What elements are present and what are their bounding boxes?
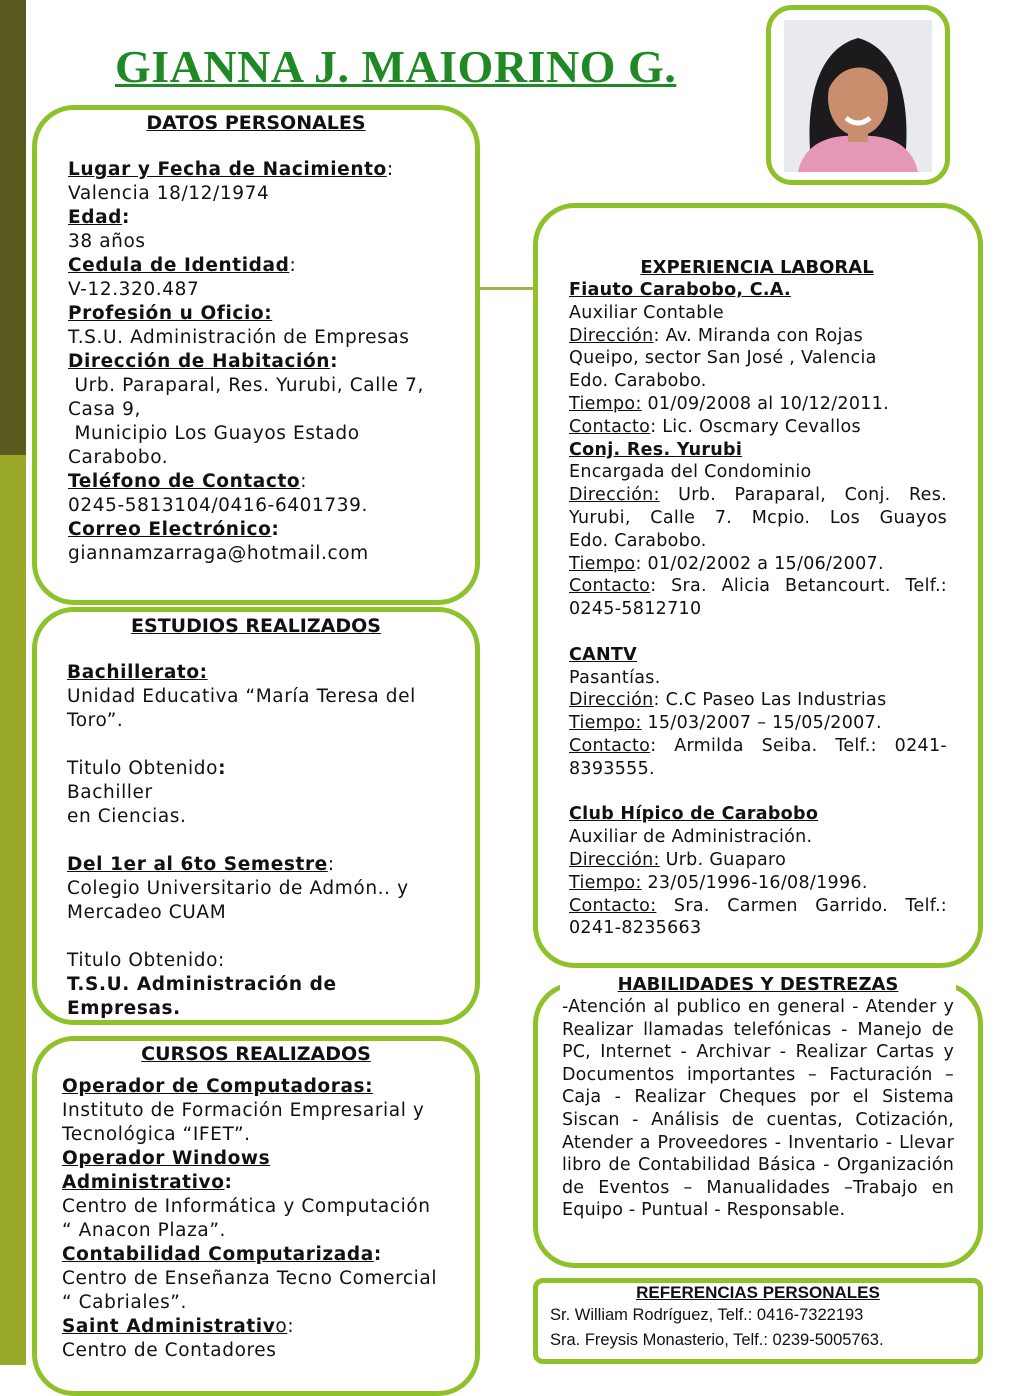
degree-label-2: Titulo Obtenido: (67, 950, 225, 971)
id-value: V-12.320.487 (68, 279, 200, 300)
job-3-contact-line-2: 8393555. (569, 758, 655, 779)
experience-title: EXPERIENCIA LABORAL (640, 257, 874, 278)
experience-section (569, 257, 947, 940)
birth-value: Valencia 18/12/1974 (68, 183, 270, 204)
address-line-4: Carabobo. (68, 447, 169, 468)
course-2-label-2: Administrativo (62, 1172, 225, 1193)
job-2-contact-label: Contacto (569, 576, 651, 597)
job-1-time: 01/09/2008 al 10/12/2011. (641, 393, 890, 414)
semester-school-line-2: Mercadeo CUAM (67, 902, 227, 923)
course-1-line-1: Instituto de Formación Empresarial y (62, 1100, 425, 1121)
section-connector (478, 287, 534, 290)
age-label: Edad (68, 207, 123, 228)
bach-school-line-2: Toro”. (67, 710, 124, 731)
course-1-label: Operador de Computadoras: (62, 1076, 374, 1097)
job-1-company: Fiauto Carabobo, C.A. (569, 280, 791, 300)
age-value: 38 años (68, 231, 146, 252)
job-4-role: Auxiliar de Administración. (569, 827, 813, 848)
job-4-time: 23/05/1996-16/08/1996. (641, 872, 868, 893)
job-1-time-label: Tiempo: (569, 393, 642, 414)
courses-section: CURSOS REALIZADOS Operador de Computadoras: Instituto de Formación Empresarial y Tecnológica “IFET”. Operador Windows Administrativo: Centro de Informática y Computación “ Anacon Plaza”. Contabilidad Computarizada: Centro de Enseñanza Tecno Comercial “ Cabriales”. Saint Administrativo: Centro de Contadores (62, 1043, 472, 1363)
studies-section: ESTUDIOS REALIZADOS Bachillerato: Unidad Educativa “María Teresa del Toro”. Titulo Obtenido: Bachiller en Ciencias. Del 1er al 6to Semestre: Colegio Universitario de Admón.. y Mercadeo CUAM Titulo Obtenido: T.S.U. Administración de Empresas. (67, 615, 467, 1021)
personal-data-section: DATOS PERSONALES Lugar y Fecha de Nacimiento: Valencia 18/12/1974 Edad: 38 años Cedula de Identidad: V-12.320.487 Profesión u Oficio: T.S.U. Administración de Empresas Dirección de Habitación: Urb. Paraparal, Res. Yurubi, Calle 7, Casa 9, Municipio Los Guayos Estado Carabobo. Teléfono de Contacto: 0245-5813104/0416-6401739. Correo Electrónico: giannamzarraga@hotmail.com (68, 112, 468, 566)
job-1-addr-line-1: : Av. Miranda con Rojas (653, 325, 864, 346)
bach-school-line-1: Unidad Educativa “María Teresa del (67, 686, 416, 707)
course-2-line-1: Centro de Informática y Computación (62, 1196, 431, 1217)
job-4-contact-line-2: 0241-8235663 (569, 918, 702, 939)
job-3-contact-label: Contacto (569, 735, 651, 756)
address-label: Dirección de Habitación (68, 351, 331, 372)
course-2-line-2: “ Anacon Plaza”. (62, 1220, 227, 1241)
job-4-contact-line-1: Sra. Carmen Garrido. Telf.: (656, 895, 947, 916)
semester-school-line-1: Colegio Universitario de Admón.. y (67, 878, 409, 899)
skills-title: HABILIDADES Y DESTREZAS (560, 974, 956, 996)
resume-name: GIANNA J. MAIORINO G. (115, 41, 677, 92)
reference-2: Sra. Freysis Monasterio, Telf.: 0239-5005763. (550, 1331, 884, 1349)
bach-degree-line-2: en Ciencias. (67, 806, 187, 827)
studies-title: ESTUDIOS REALIZADOS (131, 615, 381, 637)
job-2-addr-line-2: Yurubi, Calle 7. Mcpio. Los Guayos (569, 507, 947, 528)
course-3-line-2: “ Cabriales”. (62, 1292, 187, 1313)
personal-data-title: DATOS PERSONALES (146, 112, 366, 134)
job-2-role: Encargada del Condominio (569, 462, 812, 483)
job-2-addr-line-1: Urb. Paraparal, Conj. Res. (659, 485, 947, 506)
job-1-contact-label: Contacto (569, 416, 651, 437)
tsu-degree-line-2: Empresas. (67, 998, 181, 1019)
job-1-addr-line-2: Queipo, sector San José , Valencia (569, 348, 877, 369)
job-3-company: CANTV (569, 644, 638, 665)
job-2-contact-line-1: : Sra. Alicia Betancourt. Telf.: (650, 576, 947, 597)
side-bar-dark (0, 0, 26, 455)
job-1-dir-label: Dirección (569, 325, 654, 346)
job-3-contact-line-1: : Armilda Seiba. Telf.: 0241- (650, 735, 947, 756)
job-3-role: Pasantías. (569, 667, 661, 688)
bachillerato-label: Bachillerato: (67, 662, 208, 683)
job-1-role: Auxiliar Contable (569, 302, 724, 323)
course-3-label: Contabilidad Computarizada (62, 1244, 374, 1265)
course-2-label-1: Operador Windows (62, 1148, 271, 1169)
job-1-addr-line-3: Edo. Carabobo. (569, 371, 707, 392)
skills-text: -Atención al publico en general - Atender y Realizar llamadas telefónicas - Manejo de PC, Internet - Archivar - Realizar Cartas y Documentos importantes – Facturación – Caja - Realizar Cheques por el Sistema Siscan - Análisis de cuentas, Cotización, Atender a Proveedores - Inventario - Llevar libro de Contabilidad Básica - Organización de Eventos – Manualidades –Trabajo en Equipo - Puntual - Responsable. (562, 997, 954, 1221)
side-bar-light (0, 455, 26, 1365)
phone-label: Teléfono de Contacto (68, 471, 301, 492)
job-2-dir-label: Dirección: (569, 485, 660, 506)
course-4-label: Saint Administrativ (62, 1316, 276, 1337)
address-line-3: Municipio Los Guayos Estado (68, 423, 360, 444)
job-2-time: : 01/02/2002 a 15/06/2007. (635, 553, 884, 574)
job-4-time-label: Tiempo: (569, 872, 642, 893)
bach-degree-line-1: Bachiller (67, 782, 153, 803)
degree-label-1: Titulo Obtenido (67, 758, 219, 779)
address-line-2: Casa 9, (68, 399, 141, 420)
reference-1: Sr. William Rodríguez, Telf.: 0416-7322193 (550, 1306, 864, 1324)
references-section (550, 1283, 966, 1353)
job-4-contact-label: Contacto: (569, 895, 657, 916)
id-label: Cedula de Identidad (68, 255, 290, 276)
job-2-company: Conj. Res. Yurubi (569, 439, 743, 460)
email-label: Correo Electrónico (68, 519, 272, 540)
job-4-addr: Urb. Guaparo (659, 849, 787, 870)
courses-title: CURSOS REALIZADOS (141, 1043, 371, 1065)
course-4-line-1: Centro de Contadores (62, 1340, 277, 1361)
profession-label: Profesión u Oficio: (68, 303, 273, 324)
course-3-line-1: Centro de Enseñanza Tecno Comercial (62, 1268, 438, 1289)
job-3-dir-label: Dirección (569, 690, 654, 711)
job-3-time: 15/03/2007 – 15/05/2007. (641, 713, 882, 734)
tsu-degree-line-1: T.S.U. Administración de (67, 974, 337, 995)
photo-frame (766, 5, 950, 185)
job-3-time-label: Tiempo: (569, 713, 642, 734)
portrait-illustration (784, 20, 932, 172)
job-3-addr: : C.C Paseo Las Industrias (653, 690, 887, 711)
job-2-contact-line-2: 0245-5812710 (569, 599, 702, 620)
job-2-addr-line-3: Edo. Carabobo. (569, 530, 707, 551)
references-title: REFERENCIAS PERSONALES (636, 1283, 880, 1302)
phone-value: 0245-5813104/0416-6401739. (68, 495, 369, 516)
address-line-1: Urb. Paraparal, Res. Yurubi, Calle 7, (68, 375, 424, 396)
semester-label: Del 1er al 6to Semestre (67, 854, 328, 875)
job-4-company: Club Hípico de Carabobo (569, 804, 819, 825)
birth-label: Lugar y Fecha de Nacimiento (68, 159, 387, 180)
job-2-time-label: Tiempo (569, 553, 636, 574)
course-1-line-2: Tecnológica “IFET”. (62, 1124, 251, 1145)
course-4-label-tail: o (275, 1316, 288, 1337)
job-1-contact: : Lic. Oscmary Cevallos (650, 416, 861, 437)
profile-photo (784, 20, 932, 172)
job-4-dir-label: Dirección: (569, 849, 660, 870)
profession-value: T.S.U. Administración de Empresas (68, 327, 410, 348)
email-value[interactable]: giannamzarraga@hotmail.com (68, 543, 369, 564)
